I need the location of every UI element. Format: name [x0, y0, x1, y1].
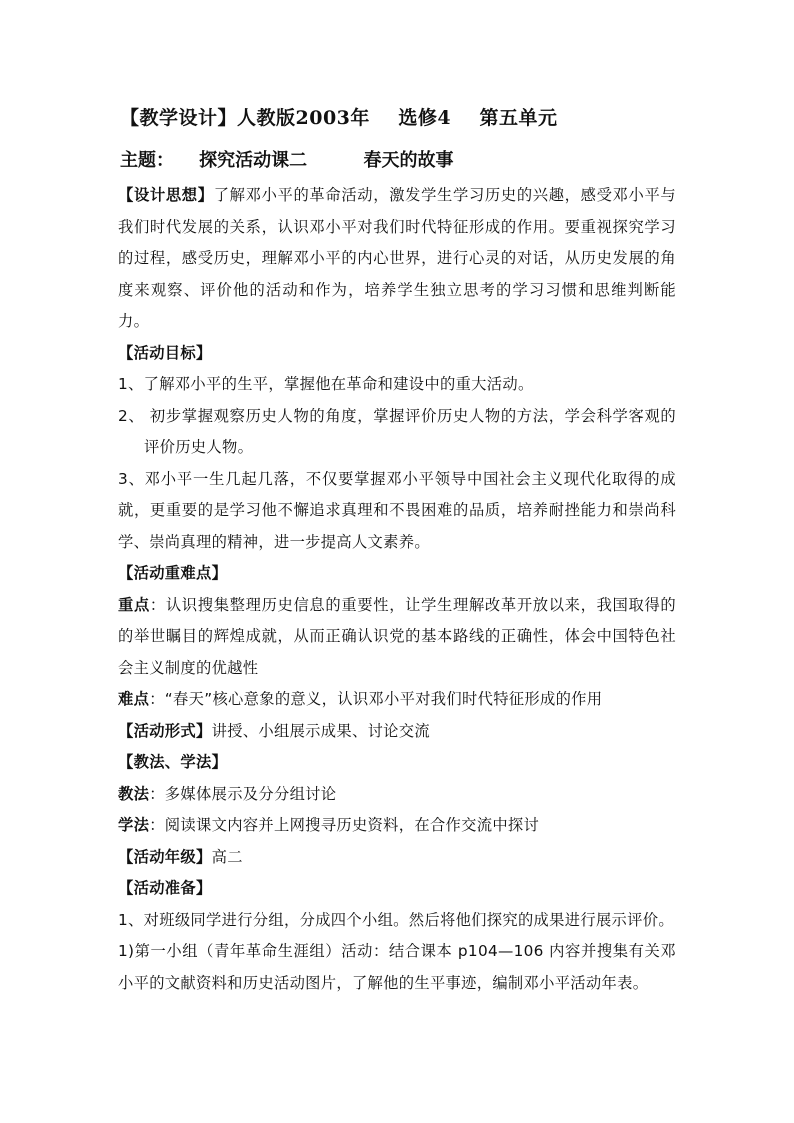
form-label: 【活动形式】: [118, 721, 212, 740]
keypoints-heading: 【活动重难点】: [118, 564, 228, 582]
form-paragraph: [118, 716, 676, 748]
learn-method-label: 学法: [118, 816, 150, 834]
learn-method-paragraph: [118, 810, 676, 842]
teach-method-label: 教法: [118, 784, 150, 803]
difficulty-text: ：“春天”核心意象的意义，认识邓小平对我们时代特征形成的作用: [149, 690, 603, 708]
focus-label: 重点: [118, 595, 150, 614]
difficulty-paragraph: [118, 684, 676, 716]
document-subtitle: 主题： 探究活动课二 春天的故事: [120, 150, 454, 171]
design-thinking-paragraph: [118, 180, 676, 338]
grade-text: 高二: [211, 847, 243, 866]
goals-heading: 【活动目标】: [118, 343, 212, 362]
teach-method-text: ：多媒体展示及分分组讨论: [149, 784, 337, 803]
focus-text: ：认识搜集整理历史信息的重要性，让学生理解改革开放以来，我国取得的的举世瞩目的辉煌成就，从而正确认识党的基本路线的正确性，体会中国特色社会主义制度的优越性: [118, 595, 676, 677]
prep-item-1: 1、对班级同学进行分组，分成四个小组。然后将他们探究的成果进行展示评价。: [118, 910, 674, 929]
prep-item-2: 1)第一小组（青年革命生涯组）活动：结合课本 p104—106 内容并搜集有关邓小平的文献资料和历史活动图片，了解他的生平事迹，编制邓小平活动年表。: [118, 942, 676, 992]
document-body: [118, 180, 676, 999]
document-title: 【教学设计】人教版2003年 选修4 第五单元: [120, 107, 558, 129]
focus-paragraph: [118, 590, 676, 685]
methods-heading: 【教法、学法】: [118, 753, 228, 771]
goal-item-3: 3、邓小平一生几起几落，不仅要掌握邓小平领导中国社会主义现代化取得的成就，更重要的是学习他不懈追求真理和不畏困难的品质，培养耐挫能力和崇尚科学、崇尚真理的精神，进一步提高人文素养。: [118, 469, 676, 551]
goal-item-2: 2、 初步掌握观察历史人物的角度，掌握评价历史人物的方法，学会科学客观的评价历史人物。: [118, 406, 676, 456]
design-thinking-text: 了解邓小平的革命活动，激发学生学习历史的兴趣，感受邓小平与我们时代发展的关系，认识邓小平对我们时代特征形成的作用。要重视探究学习的过程，感受历史，理解邓小平的内心世界，进行心灵的对话，从历史发展的角度来观察、评价他的活动和作为，培养学生独立思考的学习习惯和思维判断能力。: [118, 186, 676, 330]
goal-item-1: 1、了解邓小平的生平，掌握他在革命和建设中的重大活动。: [118, 375, 534, 393]
form-text: 讲授、小组展示成果、讨论交流: [211, 721, 430, 740]
difficulty-label: 难点: [118, 690, 150, 708]
learn-method-text: ：阅读课文内容并上网搜寻历史资料，在合作交流中探讨: [149, 816, 540, 834]
grade-paragraph: [118, 842, 676, 874]
teach-method-paragraph: [118, 779, 676, 811]
prep-heading: 【活动准备】: [118, 879, 212, 897]
design-thinking-label: 【设计思想】: [118, 186, 214, 204]
grade-label: 【活动年级】: [118, 847, 212, 866]
